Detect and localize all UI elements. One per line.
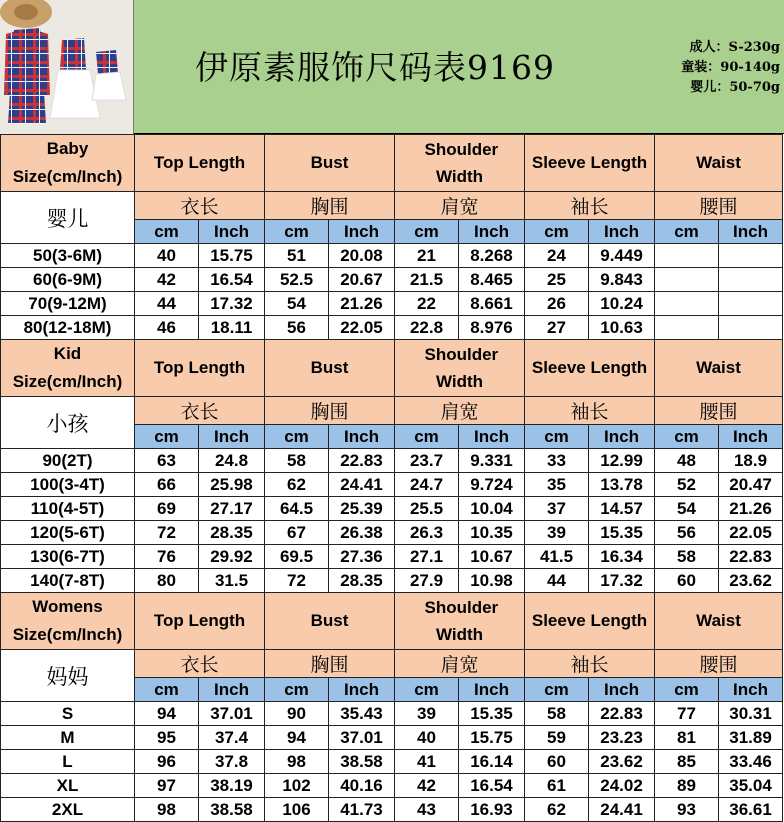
column-header [525, 593, 655, 650]
size-label: 90(2T) [1, 449, 135, 473]
unit-cm: cm [265, 220, 329, 244]
section-name-line1: Baby [46, 139, 89, 158]
table-cell: 14.57 [589, 497, 655, 521]
unit-inch: Inch [589, 220, 655, 244]
size-label: 60(6-9M) [1, 268, 135, 292]
table-cell: 25.39 [329, 497, 395, 521]
table-cell: 35.43 [329, 702, 395, 726]
table-row [1, 497, 783, 521]
column-header-label: Waist [696, 358, 741, 377]
table-cell: 10.24 [589, 292, 655, 316]
unit-cm: cm [525, 425, 589, 449]
table-cell: 40 [395, 726, 459, 750]
table-cell: 20.67 [329, 268, 395, 292]
unit-cm: cm [265, 678, 329, 702]
table-cell: 28.35 [329, 569, 395, 593]
size-label: 2XL [1, 798, 135, 822]
header-banner [0, 0, 784, 134]
column-header-cn: 袖长 [525, 397, 655, 425]
table-cell [719, 292, 783, 316]
table-cell: 22.83 [329, 449, 395, 473]
table-cell: 39 [525, 521, 589, 545]
table-cell: 27.36 [329, 545, 395, 569]
column-header-label: Top Length [153, 611, 246, 630]
unit-inch: Inch [719, 678, 783, 702]
table-cell: 24.8 [199, 449, 265, 473]
table-cell: 56 [655, 521, 719, 545]
table-cell: 29.92 [199, 545, 265, 569]
column-header-label: Bust [310, 358, 349, 377]
table-cell: 72 [265, 569, 329, 593]
table-row [1, 569, 783, 593]
table-cell: 38.58 [329, 750, 395, 774]
table-row [1, 798, 783, 822]
table-cell: 41 [395, 750, 459, 774]
column-header-cn: 腰围 [655, 192, 783, 220]
table-cell: 26.3 [395, 521, 459, 545]
section-name-line2: Size(cm/Inch) [12, 167, 123, 186]
table-cell: 80 [135, 569, 199, 593]
table-cell: 21 [395, 244, 459, 268]
section-name [1, 593, 135, 650]
section-name-line1: Kid [53, 344, 82, 363]
table-cell: 54 [265, 292, 329, 316]
size-label: 50(3-6M) [1, 244, 135, 268]
table-cell: 31.5 [199, 569, 265, 593]
unit-inch: Inch [719, 425, 783, 449]
table-cell: 52.5 [265, 268, 329, 292]
table-cell: 48 [655, 449, 719, 473]
table-cell: 44 [135, 292, 199, 316]
table-cell: 33 [525, 449, 589, 473]
table-cell: 36.61 [719, 798, 783, 822]
table-cell: 9.724 [459, 473, 525, 497]
column-header-label: Sleeve Length [531, 153, 648, 172]
unit-inch: Inch [719, 220, 783, 244]
table-row [1, 473, 783, 497]
column-header-cn: 肩宽 [395, 397, 525, 425]
table-row [1, 244, 783, 268]
table-cell [719, 268, 783, 292]
size-label: 100(3-4T) [1, 473, 135, 497]
table-cell [655, 292, 719, 316]
table-cell: 98 [135, 798, 199, 822]
table-cell: 27 [525, 316, 589, 340]
table-cell: 93 [655, 798, 719, 822]
unit-cm: cm [525, 220, 589, 244]
table-cell: 13.78 [589, 473, 655, 497]
table-cell: 8.268 [459, 244, 525, 268]
column-header-cn: 腰围 [655, 650, 783, 678]
size-label: XL [1, 774, 135, 798]
table-cell: 37.4 [199, 726, 265, 750]
column-header [265, 593, 395, 650]
unit-cm: cm [135, 678, 199, 702]
table-cell: 10.63 [589, 316, 655, 340]
table-cell: 10.04 [459, 497, 525, 521]
column-header-cn: 衣长 [135, 192, 265, 220]
table-cell: 18.9 [719, 449, 783, 473]
table-cell: 77 [655, 702, 719, 726]
section-name-line1: Womens [32, 597, 103, 616]
table-cell: 51 [265, 244, 329, 268]
table-cell: 21.26 [719, 497, 783, 521]
unit-inch: Inch [459, 220, 525, 244]
table-cell: 21.5 [395, 268, 459, 292]
column-header [395, 135, 525, 192]
table-cell: 24 [525, 244, 589, 268]
size-label: 70(9-12M) [1, 292, 135, 316]
table-cell: 58 [655, 545, 719, 569]
table-cell: 27.1 [395, 545, 459, 569]
unit-inch: Inch [329, 425, 395, 449]
table-cell: 72 [135, 521, 199, 545]
column-header-cn: 肩宽 [395, 650, 525, 678]
column-header-cn: 腰围 [655, 397, 783, 425]
table-cell: 41.73 [329, 798, 395, 822]
table-cell: 17.32 [199, 292, 265, 316]
table-row [1, 268, 783, 292]
table-cell: 25 [525, 268, 589, 292]
column-header-cn: 袖长 [525, 650, 655, 678]
table-cell: 52 [655, 473, 719, 497]
column-header [525, 135, 655, 192]
table-cell: 106 [265, 798, 329, 822]
table-cell: 15.75 [459, 726, 525, 750]
table-cell: 46 [135, 316, 199, 340]
section-name [1, 340, 135, 397]
column-header [135, 593, 265, 650]
table-cell [719, 244, 783, 268]
column-header-cn: 胸围 [265, 650, 395, 678]
table-cell: 27.9 [395, 569, 459, 593]
column-header [655, 593, 783, 650]
table-cell: 97 [135, 774, 199, 798]
table-cell: 18.11 [199, 316, 265, 340]
column-header [655, 135, 783, 192]
table-cell: 37.01 [329, 726, 395, 750]
table-cell: 24.02 [589, 774, 655, 798]
section-cn-label: 妈妈 [1, 650, 135, 702]
table-cell: 39 [395, 702, 459, 726]
column-header-label: Sleeve Length [531, 358, 648, 377]
table-row [1, 702, 783, 726]
table-cell: 42 [395, 774, 459, 798]
table-cell: 16.54 [459, 774, 525, 798]
weight-baby: 婴儿：50-70g [690, 80, 780, 95]
unit-cm: cm [655, 220, 719, 244]
column-header-label: Waist [696, 153, 741, 172]
cn-header-row [1, 650, 783, 678]
column-header-cn: 胸围 [265, 192, 395, 220]
table-cell: 23.7 [395, 449, 459, 473]
table-cell: 90 [265, 702, 329, 726]
size-label: 120(5-6T) [1, 521, 135, 545]
cn-header-row [1, 397, 783, 425]
page-title: 伊原素服饰尺码表9169 [195, 48, 555, 87]
table-cell: 16.54 [199, 268, 265, 292]
table-cell: 67 [265, 521, 329, 545]
cn-header-row [1, 192, 783, 220]
table-row [1, 316, 783, 340]
table-row [1, 545, 783, 569]
column-header [265, 340, 395, 397]
table-cell: 8.465 [459, 268, 525, 292]
table-cell: 33.46 [719, 750, 783, 774]
table-cell: 24.41 [589, 798, 655, 822]
table-cell: 23.62 [719, 569, 783, 593]
table-cell: 30.31 [719, 702, 783, 726]
unit-inch: Inch [199, 220, 265, 244]
size-label: 110(4-5T) [1, 497, 135, 521]
table-cell: 9.449 [589, 244, 655, 268]
size-label: 80(12-18M) [1, 316, 135, 340]
table-cell: 21.26 [329, 292, 395, 316]
table-cell: 35 [525, 473, 589, 497]
table-cell: 10.67 [459, 545, 525, 569]
table-row [1, 292, 783, 316]
table-row [1, 449, 783, 473]
unit-cm: cm [395, 220, 459, 244]
unit-cm: cm [135, 220, 199, 244]
table-cell: 12.99 [589, 449, 655, 473]
table-cell [655, 268, 719, 292]
unit-cm: cm [135, 425, 199, 449]
table-cell: 76 [135, 545, 199, 569]
table-cell: 26 [525, 292, 589, 316]
column-header-cn: 肩宽 [395, 192, 525, 220]
column-header-label: Sleeve Length [531, 611, 648, 630]
unit-inch: Inch [459, 425, 525, 449]
table-cell: 10.35 [459, 521, 525, 545]
section-name [1, 135, 135, 192]
table-cell [655, 244, 719, 268]
size-label: M [1, 726, 135, 750]
column-header [525, 340, 655, 397]
table-cell: 60 [655, 569, 719, 593]
section-cn-label: 婴儿 [1, 192, 135, 244]
column-header-cn: 衣长 [135, 650, 265, 678]
column-header [265, 135, 395, 192]
table-cell: 81 [655, 726, 719, 750]
table-cell: 9.843 [589, 268, 655, 292]
table-row [1, 750, 783, 774]
table-cell: 54 [655, 497, 719, 521]
column-header [395, 340, 525, 397]
table-cell: 61 [525, 774, 589, 798]
unit-inch: Inch [329, 220, 395, 244]
table-cell: 43 [395, 798, 459, 822]
table-cell: 15.35 [459, 702, 525, 726]
table-cell: 28.35 [199, 521, 265, 545]
unit-cm: cm [655, 425, 719, 449]
table-cell: 20.47 [719, 473, 783, 497]
table-cell: 89 [655, 774, 719, 798]
table-cell: 15.35 [589, 521, 655, 545]
table-cell: 95 [135, 726, 199, 750]
size-label: S [1, 702, 135, 726]
table-cell: 20.08 [329, 244, 395, 268]
table-cell: 8.661 [459, 292, 525, 316]
table-cell: 96 [135, 750, 199, 774]
table-cell: 94 [265, 726, 329, 750]
column-header-cn: 胸围 [265, 397, 395, 425]
table-cell: 98 [265, 750, 329, 774]
section-header-row [1, 135, 783, 192]
table-cell: 41.5 [525, 545, 589, 569]
table-cell: 38.58 [199, 798, 265, 822]
table-cell: 37.01 [199, 702, 265, 726]
column-header-label: Bust [310, 611, 349, 630]
unit-inch: Inch [199, 678, 265, 702]
table-cell: 22 [395, 292, 459, 316]
unit-inch: Inch [459, 678, 525, 702]
unit-inch: Inch [589, 678, 655, 702]
table-cell: 9.331 [459, 449, 525, 473]
table-cell: 25.5 [395, 497, 459, 521]
table-cell: 63 [135, 449, 199, 473]
size-label: 130(6-7T) [1, 545, 135, 569]
table-cell: 64.5 [265, 497, 329, 521]
unit-cm: cm [265, 425, 329, 449]
column-header-cn: 衣长 [135, 397, 265, 425]
table-cell: 58 [525, 702, 589, 726]
table-cell: 16.93 [459, 798, 525, 822]
column-header [135, 135, 265, 192]
column-header-label: Bust [310, 153, 349, 172]
table-cell: 23.23 [589, 726, 655, 750]
size-chart-table [0, 134, 783, 822]
column-header-label: Shoulder Width [424, 598, 499, 644]
table-cell: 22.05 [329, 316, 395, 340]
table-cell: 17.32 [589, 569, 655, 593]
size-label: 140(7-8T) [1, 569, 135, 593]
column-header [135, 340, 265, 397]
unit-cm: cm [525, 678, 589, 702]
table-cell: 15.75 [199, 244, 265, 268]
table-cell: 69.5 [265, 545, 329, 569]
unit-cm: cm [395, 678, 459, 702]
section-cn-label: 小孩 [1, 397, 135, 449]
section-header-row [1, 340, 783, 397]
unit-inch: Inch [199, 425, 265, 449]
table-cell: 22.05 [719, 521, 783, 545]
weight-kids: 童装：90-140g [681, 60, 780, 75]
table-cell: 60 [525, 750, 589, 774]
table-cell: 69 [135, 497, 199, 521]
section-header-row [1, 593, 783, 650]
column-header-label: Waist [696, 611, 741, 630]
unit-cm: cm [395, 425, 459, 449]
table-cell: 102 [265, 774, 329, 798]
table-cell: 24.41 [329, 473, 395, 497]
column-header-label: Top Length [153, 358, 246, 377]
table-cell: 22.83 [589, 702, 655, 726]
unit-inch: Inch [589, 425, 655, 449]
table-cell: 24.7 [395, 473, 459, 497]
table-cell: 62 [525, 798, 589, 822]
table-row [1, 774, 783, 798]
weight-adult: 成人：S-230g [689, 40, 780, 55]
column-header [395, 593, 525, 650]
table-cell: 10.98 [459, 569, 525, 593]
table-cell: 37 [525, 497, 589, 521]
package-weights [628, 38, 780, 98]
table-row [1, 521, 783, 545]
table-cell: 16.14 [459, 750, 525, 774]
table-cell: 62 [265, 473, 329, 497]
table-cell: 40 [135, 244, 199, 268]
product-photo [0, 0, 134, 134]
table-cell: 27.17 [199, 497, 265, 521]
table-cell: 22.8 [395, 316, 459, 340]
table-cell: 37.8 [199, 750, 265, 774]
column-header-label: Shoulder Width [424, 140, 499, 186]
table-cell: 40.16 [329, 774, 395, 798]
column-header-cn: 袖长 [525, 192, 655, 220]
section-name-line2: Size(cm/Inch) [12, 625, 123, 644]
table-cell: 85 [655, 750, 719, 774]
table-cell: 35.04 [719, 774, 783, 798]
table-cell: 26.38 [329, 521, 395, 545]
table-cell: 66 [135, 473, 199, 497]
column-header [655, 340, 783, 397]
table-cell: 42 [135, 268, 199, 292]
size-label: L [1, 750, 135, 774]
table-cell: 25.98 [199, 473, 265, 497]
table-cell: 22.83 [719, 545, 783, 569]
table-cell: 56 [265, 316, 329, 340]
table-cell: 38.19 [199, 774, 265, 798]
table-cell: 94 [135, 702, 199, 726]
table-cell: 58 [265, 449, 329, 473]
column-header-label: Shoulder Width [424, 345, 499, 391]
unit-inch: Inch [329, 678, 395, 702]
table-cell: 31.89 [719, 726, 783, 750]
product-photo-image [0, 0, 134, 134]
table-cell: 44 [525, 569, 589, 593]
table-row [1, 726, 783, 750]
table-cell [719, 316, 783, 340]
unit-cm: cm [655, 678, 719, 702]
table-cell: 8.976 [459, 316, 525, 340]
section-name-line2: Size(cm/Inch) [12, 372, 123, 391]
column-header-label: Top Length [153, 153, 246, 172]
table-cell: 23.62 [589, 750, 655, 774]
table-cell: 16.34 [589, 545, 655, 569]
table-cell [655, 316, 719, 340]
table-cell: 59 [525, 726, 589, 750]
